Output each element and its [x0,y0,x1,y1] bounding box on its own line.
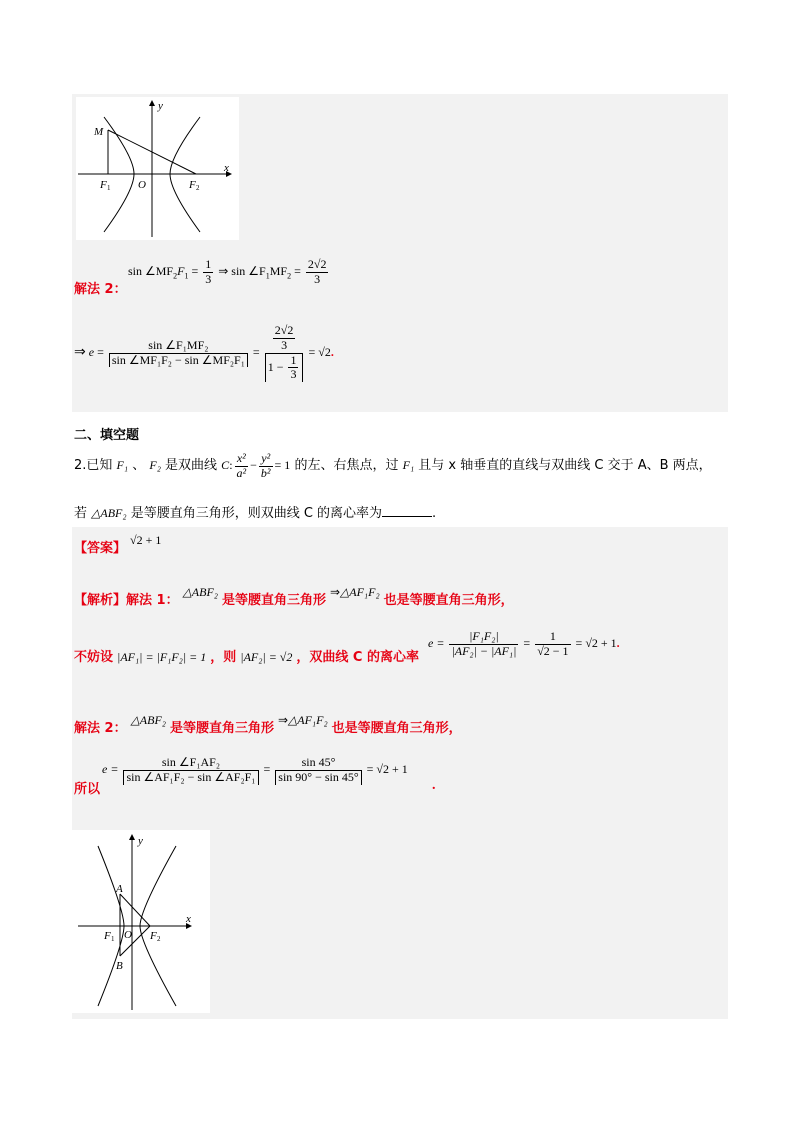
analysis-line1: 【解析】解法 1： $^{\triangle ABF_2}$ 是等腰直角三角形 $^{\Rightarrow\triangle AF_1F_2}$ 也是等腰直角三角形， [74,585,514,608]
label-x: x [224,162,229,174]
method2-formula: e = $\frac{\text{sin ∠F₁AF₂}}{\text{sin ∠AF₁F₂ − sin ∠AF₂F₁}}$ = $\frac{\sin 45^\circ}{\sin 90^\circ - \sin 45^\circ}$ = √2 + 1 [102,755,408,784]
method2-line1: 解法 2： $^{\triangle ABF_2}$ 是等腰直角三角形 $^{\Rightarrow\triangle AF_1F_2}$ 也是等腰直角三角形， [74,713,462,736]
section-title: 二、填空题 [74,428,140,443]
hyperbola-diagram-top [76,97,239,240]
so-label: 所以 [74,782,101,797]
label-F2-sub: 2 [196,184,200,192]
solution-top-line1: $\sin \angle MF_2F_1$ = $\frac{1}{3}$ ⇒ $\sin \angle F_1MF_2$ = $\frac{2√2}{3}$ [128,257,327,286]
solution-top-line2: ⇒ e = $\frac{\text{sin ∠F₁MF₂}}{\text{sin ∠MF₁F₂ − sin ∠MF₂F₁}}$ = $\frac{2√2}{3}$ 1 − $\frac{1}{3}$ = √2. [74,323,334,382]
label-O: O [124,929,132,941]
label-F1: F [100,179,107,191]
label-M: M [94,126,104,138]
hyperbola-diagram-bottom [72,830,210,1013]
label-F1-sub: 1 [111,935,115,943]
answer-row: 【答案】 $^{√2 + 1}$ [74,533,162,556]
label-F2: F [150,930,157,942]
label-F1: F [104,930,111,942]
label-y: y [138,835,143,847]
answer-blank [382,504,432,517]
label-y: y [158,100,163,112]
question-line1: 2.已知 F₁ 、 F₂ 是双曲线 C: $\frac{\text{x²}}{\text{a²}}$ − $\frac{\text{y²}}{\text{b²}}$ = 1 的左、右焦点，过 F₁ 且与 x 轴垂直的直线与双曲线 C 交于 A、B 两点， [74,451,712,480]
label-A: A [116,883,123,895]
method2-period: . [432,778,436,793]
question-line2: 若 △ABF₂ 是等腰直角三角形，则双曲线 C 的离心率为 . [74,506,437,521]
hyperbola-figure-bottom [72,830,210,1013]
method2-label-top: 解法 2： [74,282,127,297]
hyperbola-figure-top [76,97,239,240]
analysis-line2: 不妨设 |AF₁| = |F₁F₂| = 1 ，则 |AF₂| = √2 ，双曲线 C 的离心率 [74,650,419,665]
label-B: B [116,960,123,972]
label-O: O [138,179,146,191]
label-F2-sub: 2 [157,935,161,943]
label-F1-sub: 1 [107,184,111,192]
label-F2: F [189,179,196,191]
eccentricity-formula: e = $\frac{\text{|F₁F₂|}}{\text{|AF₂| − |AF₁|}}$ = $\frac{1}{√2 - 1}$ = √2 + 1. [428,629,620,658]
label-x: x [186,913,191,925]
